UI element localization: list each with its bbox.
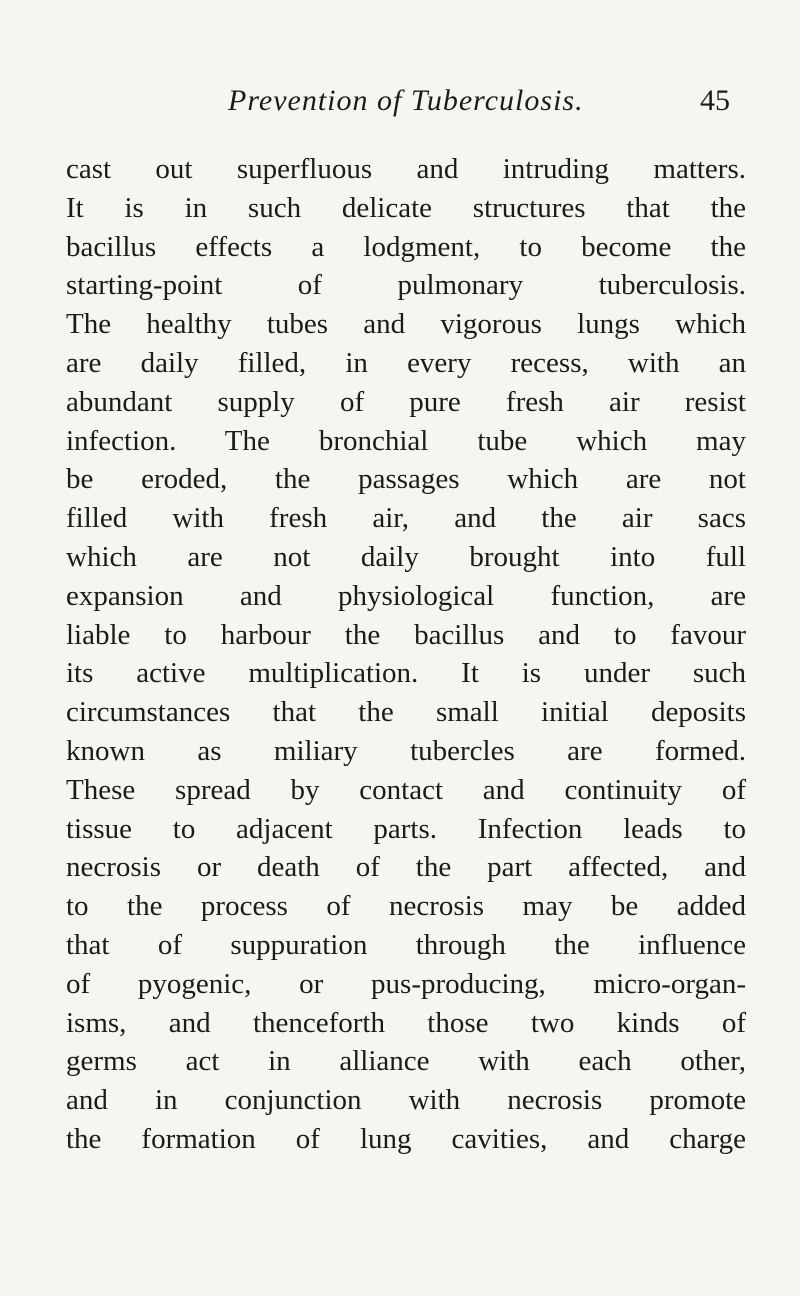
page-number: 45: [700, 84, 730, 117]
text-line: expansion and physiological function, are: [66, 579, 746, 612]
text-line: known as miliary tubercles are formed.: [66, 734, 746, 767]
text-line: to the process of necrosis may be added: [66, 890, 746, 923]
text-line: isms, and thenceforth those two kinds of: [66, 1006, 746, 1039]
text-line: its active multiplication. It is under such: [66, 657, 746, 690]
running-head: [0, 84, 800, 124]
text-line: It is in such delicate structures that the: [66, 191, 746, 224]
text-line: that of suppuration through the influence: [66, 928, 746, 961]
text-line: bacillus effects a lodgment, to become the: [66, 230, 746, 263]
text-line: the formation of lung cavities, and charge: [66, 1122, 746, 1155]
text-line: The healthy tubes and vigorous lungs which: [66, 308, 746, 341]
text-line: which are not daily brought into full: [66, 540, 746, 573]
running-title: Prevention of Tuberculosis.: [228, 84, 584, 117]
text-line: filled with fresh air, and the air sacs: [66, 502, 746, 535]
text-line: of pyogenic, or pus-producing, micro-organ-: [66, 967, 746, 1000]
text-line: infection. The bronchial tube which may: [66, 424, 746, 457]
text-line: are daily filled, in every recess, with an: [66, 346, 746, 379]
text-line: abundant supply of pure fresh air resist: [66, 385, 746, 418]
text-line: starting-point of pulmonary tuberculosis.: [66, 269, 746, 302]
body-text: [66, 150, 746, 1159]
text-line: germs act in alliance with each other,: [66, 1045, 746, 1078]
text-line: These spread by contact and continuity of: [66, 773, 746, 806]
text-line: liable to harbour the bacillus and to favour: [66, 618, 746, 651]
text-line: circumstances that the small initial deposits: [66, 696, 746, 729]
text-line: and in conjunction with necrosis promote: [66, 1084, 746, 1117]
text-line: cast out superfluous and intruding matters.: [66, 153, 746, 185]
text-line: be eroded, the passages which are not: [66, 463, 746, 496]
text-line: tissue to adjacent parts. Infection leads to: [66, 812, 746, 845]
text-line: necrosis or death of the part affected, and: [66, 851, 746, 884]
